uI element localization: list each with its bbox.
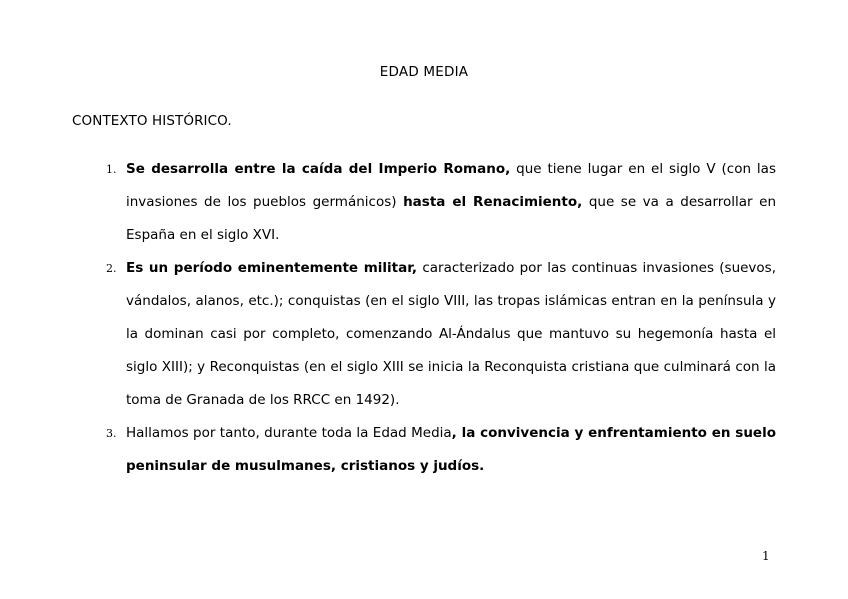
numbered-list	[106, 153, 777, 483]
bold-text: hasta el Renacimiento,	[403, 194, 583, 210]
list-item-number: 3.	[106, 427, 117, 440]
document-title: EDAD MEDIA	[379, 64, 469, 80]
list-item-number: 2.	[106, 262, 117, 275]
section-heading: CONTEXTO HISTÓRICO.	[72, 113, 232, 129]
list-item-number: 1.	[106, 163, 117, 176]
body-text: Hallamos por tanto, durante toda la Edad Media	[126, 425, 452, 441]
bold-text: , la convivencia y enfrentamiento en suelo peninsular de musulmanes, cristianos y judíos.	[126, 425, 776, 474]
list-item	[106, 153, 776, 252]
bold-text: Se desarrolla entre la caída del Imperio Romano,	[126, 161, 511, 177]
body-text: que tiene lugar en el siglo V (con las invasiones de los pueblos germánicos)	[126, 161, 776, 210]
bold-text: Es un período eminentemente militar,	[126, 260, 418, 276]
list-item	[106, 417, 776, 483]
body-text: que se va a desarrollar en España en el siglo XVI.	[126, 194, 776, 243]
body-text: caracterizado por las continuas invasiones (suevos, vándalos, alanos, etc.); conquistas (en el siglo VIII, las tropas islámicas entran en la península y la dominan casi por completo, comenzando Al-Ándalus que mantuvo su hegemonía hasta el siglo XIII); y Reconquistas (en el siglo XIII se inicia la Reconquista cristiana que culminará con la toma de Granada de los RRCC en 1492).	[126, 260, 777, 408]
list-item	[106, 252, 777, 417]
page-number: 1	[762, 549, 770, 563]
